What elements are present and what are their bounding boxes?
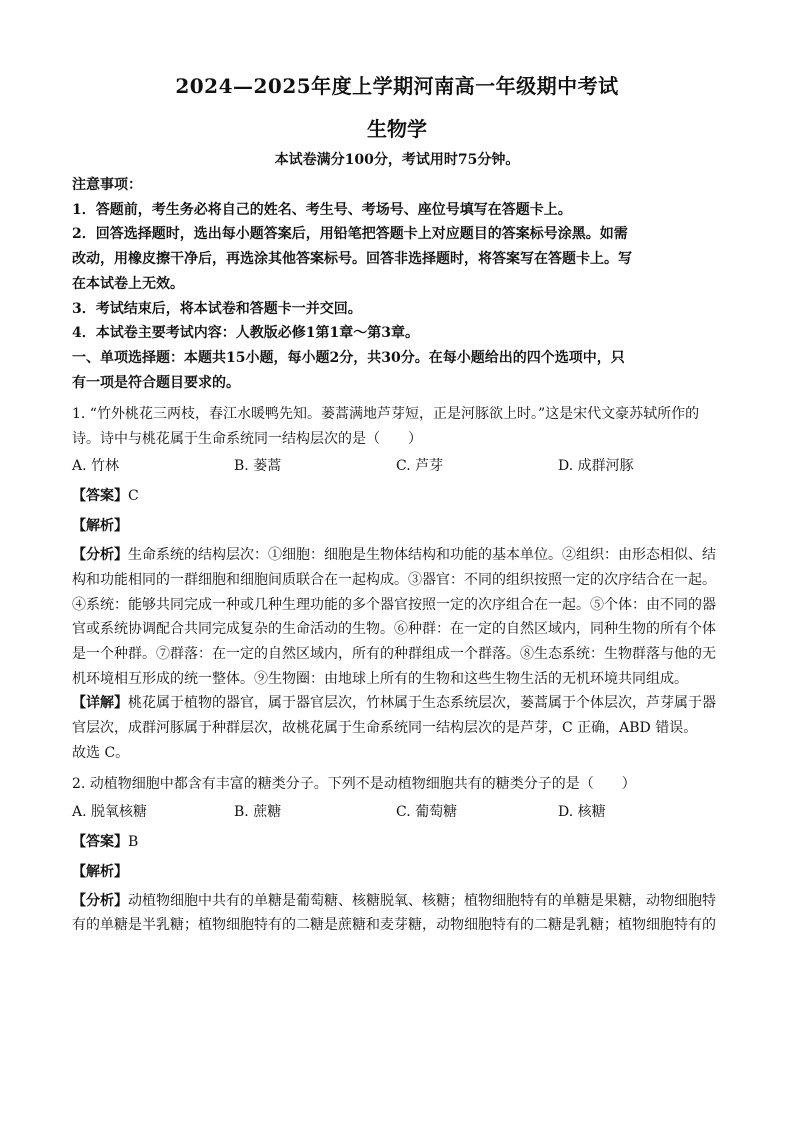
fenxi-line: 是一个种群。⑦群落：在一定的自然区域内，所有的种群组成一个群落。⑧生态系统：生物群落与他的无 xyxy=(72,646,716,663)
analysis-label: 【解析】 xyxy=(72,518,128,535)
answer-value: B xyxy=(128,833,139,850)
answer-line xyxy=(72,481,722,511)
question-stem: 2. 动植物细胞中都含有丰富的糖类分子。下列不是动植物细胞共有的糖类分子的是（ ） xyxy=(72,776,636,793)
fenxi-paragraph: 【分析】生命系统的结构层次：①细胞：细胞是生物体结构和功能的基本单位。②组织：由形态相似、结 xyxy=(72,547,716,564)
notes-heading: 注意事项： xyxy=(72,177,142,193)
option-c: C. 芦芽 xyxy=(396,458,444,475)
notes-item: 4．本试卷主要考试内容：人教版必修1第1章～第3章。 xyxy=(72,325,419,342)
notes-item: 在本试卷上无效。 xyxy=(72,275,184,292)
section-heading: 有一项是符合题目要求的。 xyxy=(72,374,240,391)
fenxi-label: 【分析】 xyxy=(72,547,128,564)
notes-item: 3．考试结束后，将本试卷和答题卡一并交回。 xyxy=(72,300,362,317)
detail-label: 【详解】 xyxy=(72,695,128,712)
answer-line xyxy=(72,827,722,857)
option-d: D. 核糖 xyxy=(558,803,606,820)
question-options xyxy=(72,797,722,827)
section-heading: 一、单项选择题：本题共15小题，每小题2分，共30分。在每小题给出的四个选项中，只 xyxy=(72,349,625,366)
option-b: B. 蒌蒿 xyxy=(234,458,282,475)
answer-label: 【答案】 xyxy=(72,488,128,505)
notes-item: 改动，用橡皮擦干净后，再选涂其他答案标号。回答非选择题时，将答案写在答题卡上。写 xyxy=(72,251,632,268)
option-a: A. 脱氧核糖 xyxy=(72,803,148,820)
option-d: D. 成群河豚 xyxy=(558,458,634,475)
notes-item: 2．回答选择题时，选出每小题答案后，用铅笔把答题卡上对应题目的答案标号涂黑。如需 xyxy=(72,226,628,243)
fenxi-paragraph: 【分析】动植物细胞中共有的单糖是葡萄糖、核糖脱氧、核糖；植物细胞特有的单糖是果糖，动物细胞特 xyxy=(72,892,716,909)
answer-value: C xyxy=(128,488,139,505)
detail-line: 官层次，成群河豚属于种群层次，故桃花属于生命系统同一结构层次的是芦芽，C 正确，ABD 错误。 xyxy=(72,720,698,737)
analysis-label: 【解析】 xyxy=(72,863,128,880)
fenxi-line: 机环境相互形成的统一整体。⑨生物圈：由地球上所有的生物和这些生物生活的无机环境共同组成。 xyxy=(72,670,688,687)
fenxi-line: 构和功能相同的一群细胞和细胞间质联合在一起构成。③器官：不同的组织按照一定的次序结合在一起。 xyxy=(72,571,716,588)
fenxi-line: 有的单糖是半乳糖；植物细胞特有的二糖是蔗糖和麦芽糖，动物细胞特有的二糖是乳糖；植物细胞特有的 xyxy=(72,917,716,934)
fenxi-line: ④系统：能够共同完成一种或几种生理功能的多个器官按照一定的次序组合在一起。⑤个体：由不同的器 xyxy=(72,596,716,613)
question-options xyxy=(72,451,722,481)
notes-item: 1．答题前，考生务必将自己的姓名、考生号、考场号、座位号填写在答题卡上。 xyxy=(72,201,572,218)
fenxi-label: 【分析】 xyxy=(72,892,128,909)
analysis-line xyxy=(72,857,722,887)
question-stem: 1. “竹外桃花三两枝，春江水暖鸭先知。蒌蒿满地芦芽短，正是河豚欲上时。”这是宋代文豪苏轼所作的 xyxy=(72,405,700,422)
exam-info: 本试卷满分100分，考试用时75分钟。 xyxy=(274,152,520,168)
subject-title: 生物学 xyxy=(367,117,427,141)
conclusion: 故选 C。 xyxy=(72,744,130,761)
answer-label: 【答案】 xyxy=(72,833,128,850)
option-c: C. 葡萄糖 xyxy=(396,803,458,820)
analysis-line xyxy=(72,511,722,541)
document-body xyxy=(72,173,722,938)
question-stem: 诗。诗中与桃花属于生命系统同一结构层次的是（ ） xyxy=(72,430,422,447)
fenxi-line: 官或系统协调配合共同完成复杂的生命活动的生物。⑥种群：在一定的自然区域内，同种生物的所有个体 xyxy=(72,621,716,638)
option-b: B. 蔗糖 xyxy=(234,803,282,820)
detail-paragraph: 【详解】桃花属于植物的器官，属于器官层次，竹林属于生态系统层次，蒌蒿属于个体层次，芦芽属于器 xyxy=(72,695,716,712)
exam-title: 2024—2025年度上学期河南高一年级期中考试 xyxy=(175,74,619,98)
option-a: A. 竹林 xyxy=(72,458,120,475)
